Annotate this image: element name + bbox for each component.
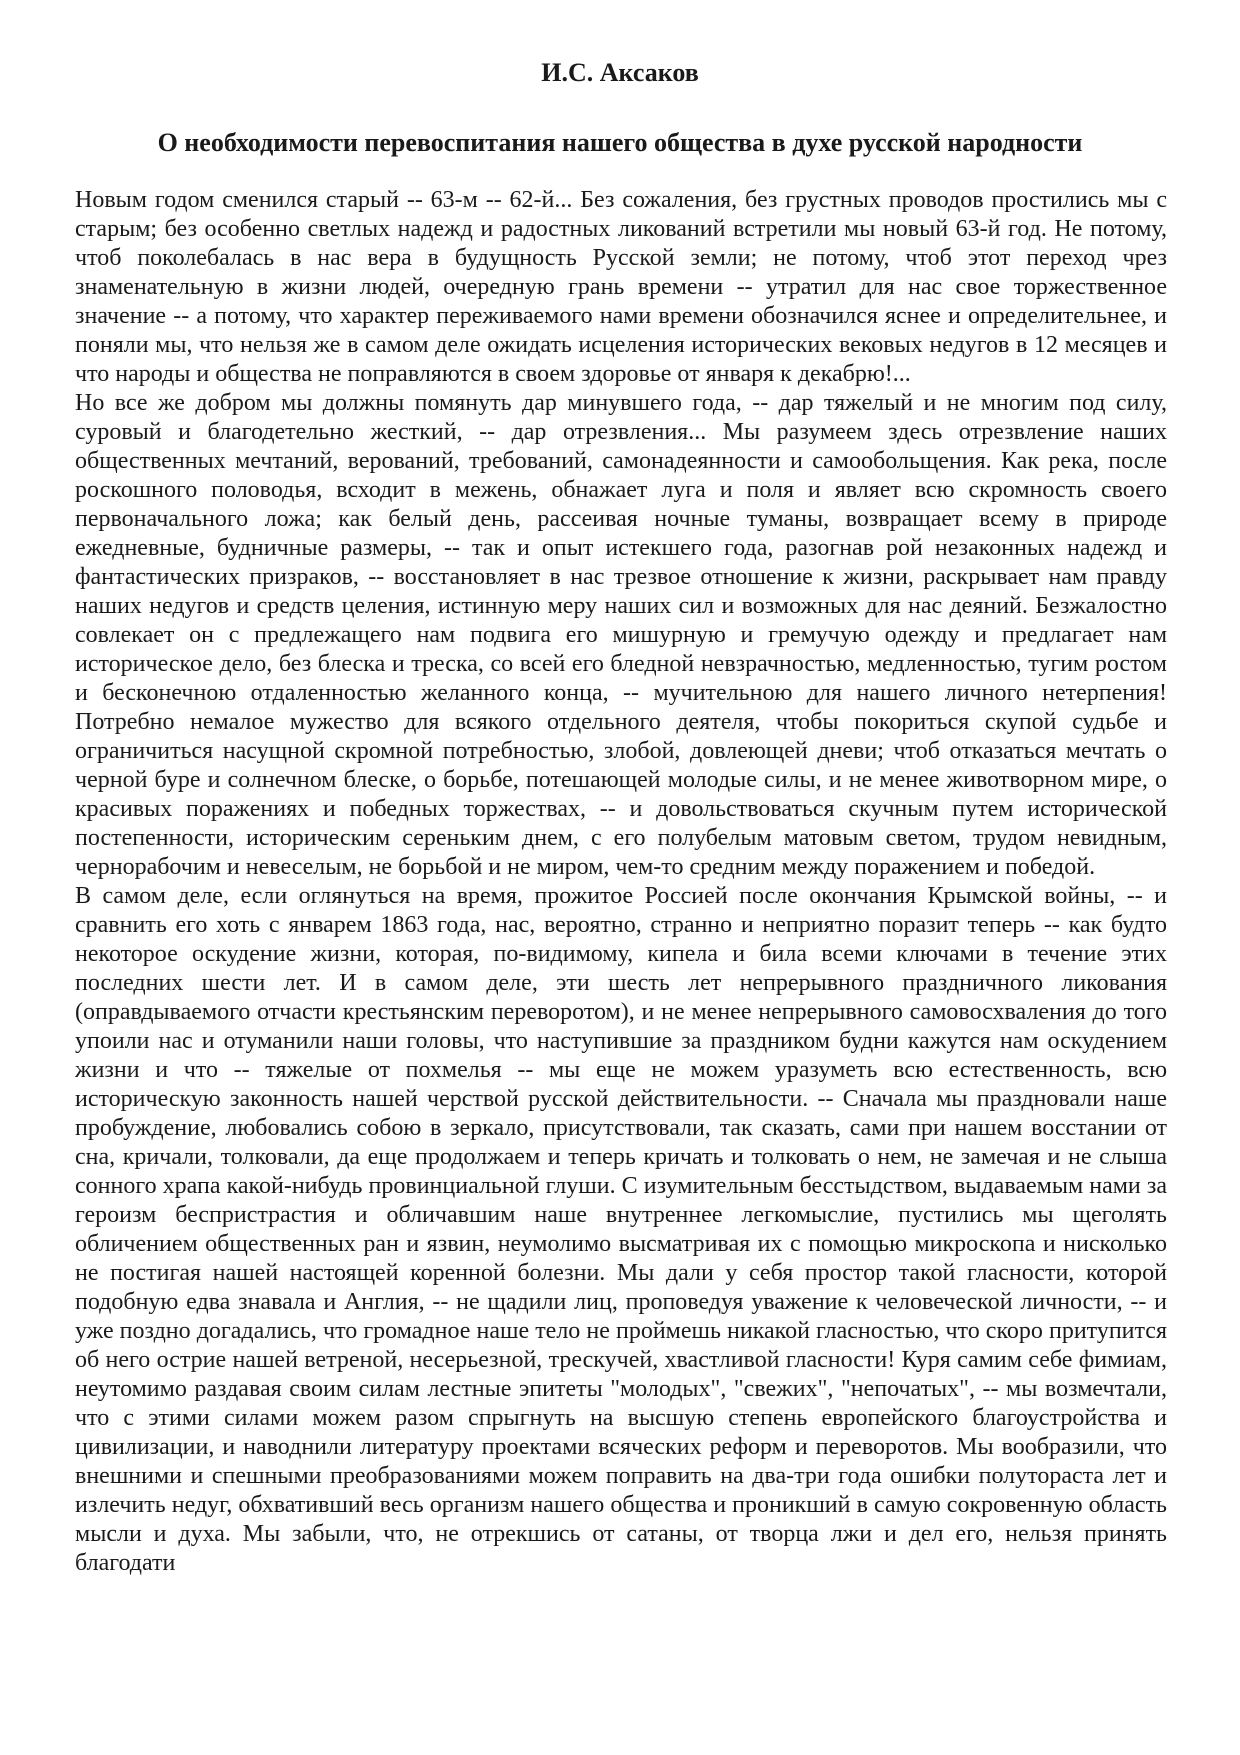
paragraph-1: Новым годом сменился старый -- 63-м -- 62-й... Без сожаления, без грустных проводов простились мы с старым; без особенно светлых надежд и радостных ликований встретили мы новый 63-й год. Не потому, чтоб поколебалась в нас вера в будущность Русской земли; не потому, чтоб этот переход чрез знаменательную в жизни людей, очередную грань времени -- утратил для нас свое торжественное значение -- а потому, что характер переживаемого нами времени обозначился яснее и определительнее, и поняли мы, что нельзя же в самом деле ожидать исцеления исторических вековых недугов в 12 месяцев и что народы и общества не поправляются в своем здоровье от января к декабрю!... (75, 187, 1167, 387)
author-heading: И.С. Аксаков (541, 58, 699, 87)
paragraph-3: В самом деле, если оглянуться на время, прожитое Россией после окончания Крымской войны, -- и сравнить его хоть с январем 1863 года, нас, вероятно, странно и неприятно поразит теперь -- как будто некоторое оскудение жизни, которая, по-видимому, кипела и била всеми ключами в течение этих последних шести лет. И в самом деле, эти шесть лет непрерывного праздничного ликования (оправдываемого отчасти крестьянским переворотом), и не менее непрерывного самовосхваления до того упоили нас и отуманили наши головы, что наступившие за праздником будни кажутся нам оскудением жизни и что -- тяжелые от похмелья -- мы еще не можем уразуметь всю естественность, всю историческую законность нашей черствой русской действительности. -- Сначала мы праздновали наше пробуждение, любовались собою в зеркало, присутствовали, так сказать, сами при нашем восстании от сна, кричали, толковали, да еще продолжаем и теперь кричать и толковать о нем, не замечая и не слыша сонного храпа какой-нибудь провинциальной глуши. С изумительным бесстыдством, выдаваемым нами за героизм беспристрастия и обличавшим наше внутреннее легкомыслие, пустились мы щеголять обличением общественных ран и язвин, неумолимо высматривая их с помощью микроскопа и нисколько не постигая нашей настоящей коренной болезни. Мы дали у себя простор такой гласности, которой подобную едва знавала и Англия, -- не щадили лиц, проповедуя уважение к человеческой личности, -- и уже поздно догадались, что громадное наше тело не проймешь никакой гласностью, что скоро притупится об него острие нашей ветреной, несерьезной, трескучей, хвастливой гласности! Куря самим себе фимиам, неутомимо раздавая своим силам лестные эпитеты "молодых", "свежих", "непочатых", -- мы возмечтали, что с этими силами можем разом спрыгнуть на высшую степень европейского благоустройства и цивилизации, и наводнили литературу проектами всяческих реформ и переворотов. Мы вообразили, что внешними и спешными преобразованиями можем поправить на два-три года ошибки полутораста лет и излечить недуг, обхвативший весь организм нашего общества и проникший в самую сокровенную область мысли и духа. Мы забыли, что, не отрекшись от сатаны, от творца лжи и дел его, нельзя принять благодати (75, 883, 1167, 1576)
article-body (75, 186, 1167, 1578)
article-title: О необходимости перевоспитания нашего общества в духе русской народности (157, 128, 1083, 157)
paragraph-2: Но все же добром мы должны помянуть дар минувшего года, -- дар тяжелый и не многим под силу, суровый и благодетельно жесткий, -- дар отрезвления... Мы разумеем здесь отрезвление наших общественных мечтаний, верований, требований, самонадеянности и самообольщения. Как река, после роскошного половодья, всходит в межень, обнажает луга и поля и являет всю скромность своего первоначального ложа; как белый день, рассеивая ночные туманы, возвращает всему в природе ежедневные, будничные размеры, -- так и опыт истекшего года, разогнав рой незаконных надежд и фантастических призраков, -- восстановляет в нас трезвое отношение к жизни, раскрывает нам правду наших недугов и средств целения, истинную меру наших сил и возможных для нас деяний. Безжалостно совлекает он с предлежащего нам подвига его мишурную и гремучую одежду и предлагает нам историческое дело, без блеска и треска, со всей его бледной невзрачностью, медленностью, тугим ростом и бесконечною отдаленностью желанного конца, -- мучительною для нашего личного нетерпения! Потребно немалое мужество для всякого отдельного деятеля, чтобы покориться скупой судьбе и ограничиться насущной скромной потребностью, злобой, довлеющей дневи; чтоб отказаться мечтать о черной буре и солнечном блеске, о борьбе, потешающей молодые силы, и не менее животворном мире, о красивых поражениях и победных торжествах, -- и довольствоваться скучным путем исторической постепенности, историческим сереньким днем, с его полубелым матовым светом, трудом невидным, чернорабочим и невеселым, не борьбой и не миром, чем-то средним между поражением и победой. (75, 390, 1167, 880)
